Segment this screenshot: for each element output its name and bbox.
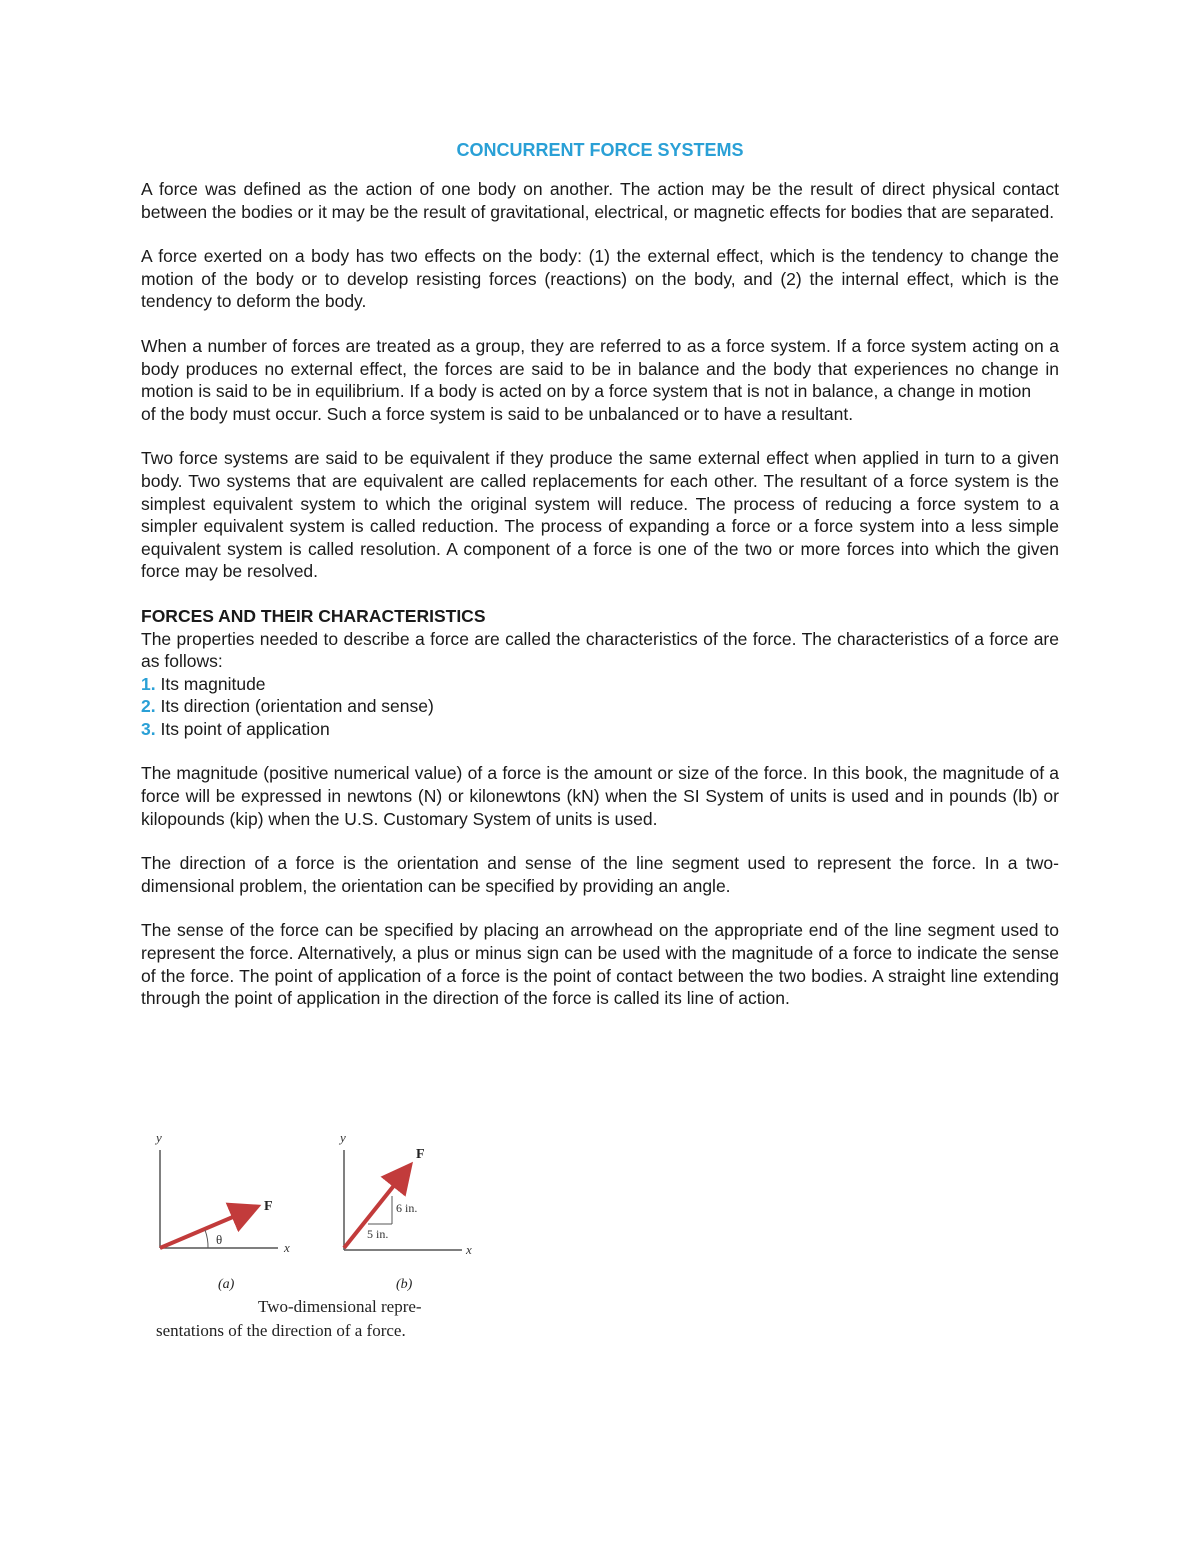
page-title: CONCURRENT FORCE SYSTEMS <box>456 140 744 160</box>
paragraph-direction: The direction of a force is the orientation and sense of the line segment used to represent the force. In a two-dimensional problem, the orientation can be specified by providing an angle. <box>141 853 1059 896</box>
force-arrow-a <box>160 1208 254 1248</box>
force-direction-figure <box>150 1128 490 1348</box>
force-label-b: F <box>416 1147 425 1162</box>
angle-arc-a <box>205 1230 208 1248</box>
rise-label-b: 6 in. <box>396 1201 418 1215</box>
y-label-a: y <box>156 1130 162 1145</box>
list-text: Its direction (orientation and sense) <box>155 696 434 717</box>
caption-b: (b) <box>396 1277 413 1292</box>
figure-svg <box>150 1128 490 1348</box>
list-number: 3. <box>141 718 156 739</box>
paragraph-force-effects: A force exerted on a body has two effects on the body: (1) the external effect, which is the tendency to change the motion of the body or to develop resisting forces (reactions) on the body, and (2) the internal effect, which is the tendency to deform the body. <box>141 246 1059 312</box>
list-item <box>141 695 1059 718</box>
section-heading: FORCES AND THEIR CHARACTERISTICS <box>141 605 486 626</box>
document-page <box>141 138 1059 1032</box>
paragraph-magnitude: The magnitude (positive numerical value) of a force is the amount or size of the force. In this book, the magnitude of a force will be expressed in newtons (N) or kilonewtons (kN) when the SI System of units is used and in pounds (lb) or kilopounds (kip) when the U.S. Customary System of units is used. <box>141 763 1059 829</box>
paragraph-force-system: When a number of forces are treated as a group, they are referred to as a force system. If a force system acting on a body produces no external effect, the forces are said to be in balance and the body that experiences no change in motion is said to be in equilibrium. If a body is acted on by a force system that is not in balance, a change in motion <box>141 335 1059 402</box>
figure-caption-line2: sentations of the direction of a force. <box>156 1321 406 1340</box>
figure-caption-line1: Two-dimensional repre- <box>258 1297 422 1316</box>
list-item <box>141 673 1059 696</box>
list-text: Its point of application <box>155 718 330 739</box>
force-label-a: F <box>264 1199 273 1214</box>
run-label-b: 5 in. <box>367 1227 389 1241</box>
list-text: Its magnitude <box>155 673 266 694</box>
paragraph-equivalent-systems: Two force systems are said to be equivalent if they produce the same external effect when applied in turn to a given body. Two systems that are equivalent are called replacements for each other. The resultant of a force system is the simplest equivalent system to which the original system will reduce. The process of reducing a force system to a simpler equivalent system is called reduction. The process of expanding a force or a force system into a less simple equivalent system is called resolution. A component of a force is one of the two or more forces into which the given force may be resolved. <box>141 448 1059 582</box>
angle-label-a: θ <box>216 1232 223 1247</box>
x-label-a: x <box>284 1240 290 1255</box>
paragraph-force-system-cont: of the body must occur. Such a force system is said to be unbalanced or to have a resultant. <box>141 403 854 424</box>
y-label-b: y <box>340 1130 346 1145</box>
x-label-b: x <box>466 1242 472 1257</box>
list-item <box>141 718 1059 741</box>
list-number: 2. <box>141 696 156 717</box>
caption-a: (a) <box>218 1277 235 1292</box>
paragraph-sense: The sense of the force can be specified by placing an arrowhead on the appropriate end of the line segment used to represent the force. Alternatively, a plus or minus sign can be used with the magnitude of a force to indicate the sense of the force. The point of application of a force is the point of contact between the two bodies. A straight line extending through the point of application in the direction of the force is called its line of action. <box>141 920 1059 1009</box>
paragraph-force-definition: A force was defined as the action of one body on another. The action may be the result of direct physical contact between the bodies or it may be the result of gravitational, electrical, or magnetic effects for bodies that are separated. <box>141 179 1059 222</box>
paragraph-characteristics-intro: The properties needed to describe a force are called the characteristics of the force. The characteristics of a force are as follows: <box>141 628 1059 672</box>
list-number: 1. <box>141 673 156 694</box>
